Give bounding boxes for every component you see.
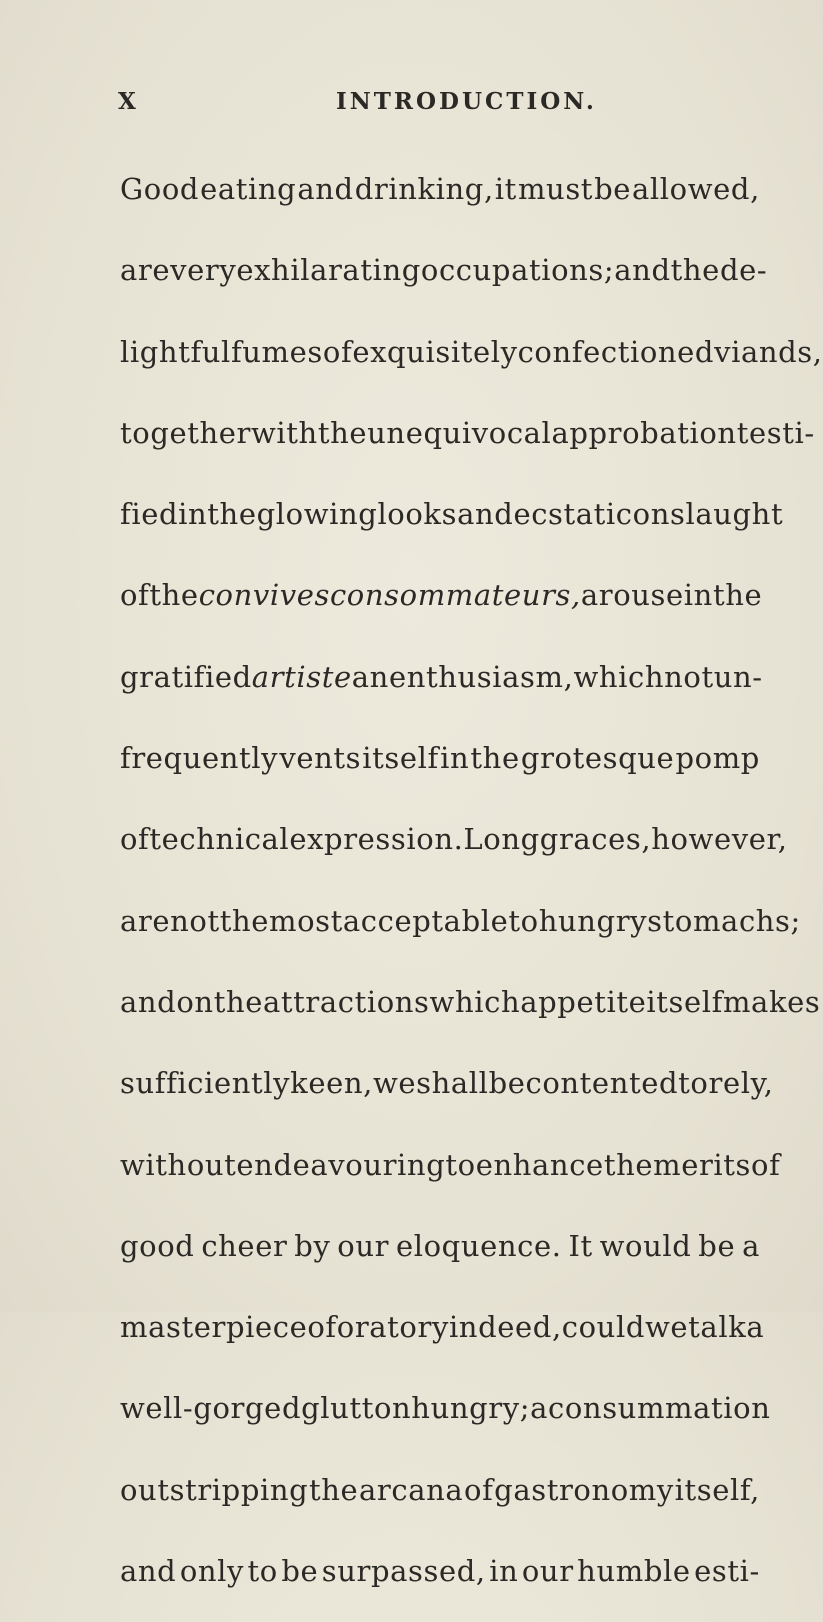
word: glowing bbox=[256, 497, 378, 532]
word: most bbox=[269, 903, 343, 938]
text-line bbox=[120, 728, 760, 809]
text-line bbox=[120, 1541, 760, 1622]
word: It bbox=[568, 1228, 593, 1263]
word: the bbox=[309, 1472, 359, 1507]
word: of bbox=[751, 1147, 781, 1182]
word: cheer bbox=[201, 1228, 288, 1263]
word: exquisitely bbox=[352, 334, 518, 369]
word: merits bbox=[653, 1147, 752, 1182]
word: shall bbox=[416, 1066, 489, 1101]
word: humble bbox=[577, 1554, 691, 1589]
word: and bbox=[457, 497, 514, 532]
word: the bbox=[670, 253, 720, 288]
word: sufficiently bbox=[120, 1066, 291, 1101]
word: eating bbox=[200, 172, 297, 206]
text-line bbox=[120, 484, 784, 565]
word: and bbox=[297, 172, 354, 206]
text-line bbox=[120, 1216, 760, 1297]
word: in bbox=[440, 741, 470, 776]
word: must bbox=[517, 172, 594, 206]
word: however, bbox=[651, 822, 788, 857]
text-line bbox=[120, 1053, 774, 1134]
word: without bbox=[120, 1147, 237, 1182]
word: testi- bbox=[736, 415, 815, 450]
word: our bbox=[521, 1554, 574, 1589]
text-line bbox=[120, 1135, 781, 1216]
word: contented bbox=[525, 1066, 679, 1101]
word: the bbox=[149, 578, 199, 613]
word: we bbox=[644, 1310, 689, 1345]
word: it bbox=[494, 172, 517, 206]
word: itself, bbox=[674, 1472, 760, 1507]
page-number: X bbox=[118, 88, 137, 115]
word: pomp bbox=[675, 741, 760, 776]
word: an bbox=[351, 659, 389, 694]
word: un- bbox=[713, 659, 763, 694]
word: esti- bbox=[694, 1554, 760, 1589]
word: oratory bbox=[336, 1310, 449, 1345]
word: attractions bbox=[262, 984, 430, 1019]
word: only bbox=[179, 1554, 245, 1589]
text-line bbox=[120, 972, 821, 1053]
word: viands, bbox=[714, 334, 823, 369]
text-line bbox=[120, 322, 823, 403]
italic-term: artiste bbox=[251, 659, 352, 694]
word: be bbox=[281, 1554, 319, 1589]
word: be bbox=[594, 172, 632, 206]
word: the bbox=[603, 1147, 654, 1182]
word: itself bbox=[362, 741, 439, 776]
word: the bbox=[207, 497, 257, 532]
word: on bbox=[176, 984, 214, 1019]
word: not bbox=[664, 659, 714, 694]
word: masterpiece bbox=[120, 1310, 308, 1345]
word: good bbox=[120, 1228, 195, 1263]
word: arouse bbox=[580, 578, 684, 613]
word: the bbox=[219, 903, 270, 938]
text-line bbox=[120, 159, 760, 240]
word: keen, bbox=[290, 1066, 373, 1101]
word: fied bbox=[120, 497, 179, 532]
word: with bbox=[251, 415, 318, 450]
word: approbation bbox=[551, 415, 737, 450]
word: ecstatic bbox=[513, 497, 633, 532]
word: onslaught bbox=[632, 497, 784, 532]
text-line bbox=[120, 240, 768, 321]
word: be bbox=[698, 1228, 736, 1263]
word: our bbox=[337, 1228, 390, 1263]
word: unequivocal bbox=[367, 415, 552, 450]
word: together bbox=[120, 415, 251, 450]
word: of bbox=[120, 822, 150, 857]
word: allowed, bbox=[632, 172, 760, 206]
word: in bbox=[489, 1554, 519, 1589]
word: by bbox=[294, 1228, 331, 1263]
text-line bbox=[120, 565, 763, 646]
word: indeed, bbox=[448, 1310, 562, 1345]
word: makes bbox=[722, 984, 821, 1019]
word: of bbox=[120, 578, 150, 613]
running-head bbox=[118, 88, 698, 120]
word: a bbox=[530, 1391, 549, 1426]
word: frequently bbox=[120, 741, 279, 776]
word: occupations; bbox=[420, 253, 615, 288]
word: we bbox=[372, 1066, 417, 1101]
word: Long bbox=[463, 822, 540, 857]
italic-term: convives bbox=[198, 578, 330, 613]
word: to bbox=[445, 1147, 476, 1182]
word: are bbox=[120, 253, 171, 288]
page-title: INTRODUCTION. bbox=[336, 88, 597, 115]
word: could bbox=[561, 1310, 645, 1345]
word: enhance bbox=[475, 1147, 604, 1182]
word: and bbox=[120, 1554, 177, 1589]
word: grotesque bbox=[520, 741, 675, 776]
word: rely, bbox=[708, 1066, 774, 1101]
word: in bbox=[178, 497, 208, 532]
word: are bbox=[120, 903, 171, 938]
text-line bbox=[120, 809, 788, 890]
word: to bbox=[678, 1066, 709, 1101]
word: enthusiasm, bbox=[388, 659, 574, 694]
word: appetite bbox=[520, 984, 647, 1019]
word: acceptable bbox=[342, 903, 509, 938]
word: in bbox=[683, 578, 713, 613]
text-line bbox=[120, 647, 763, 728]
word: itself bbox=[646, 984, 723, 1019]
word: hungry bbox=[411, 1391, 520, 1426]
word: glutton bbox=[301, 1391, 412, 1426]
word: be bbox=[488, 1066, 526, 1101]
word: which bbox=[429, 984, 521, 1019]
word: talk bbox=[688, 1310, 747, 1345]
word: de- bbox=[719, 253, 768, 288]
word: a bbox=[746, 1310, 765, 1345]
word: gratified bbox=[120, 659, 252, 694]
word: vents bbox=[279, 741, 362, 776]
text-line bbox=[120, 1378, 771, 1459]
word: hungry bbox=[538, 903, 648, 938]
word: fumes bbox=[230, 334, 323, 369]
word: eloquence. bbox=[395, 1228, 562, 1263]
word: and bbox=[120, 984, 177, 1019]
word: Good bbox=[120, 172, 200, 206]
italic-term: consommateurs, bbox=[329, 578, 581, 613]
word: surpassed, bbox=[321, 1554, 486, 1589]
word: would bbox=[599, 1228, 692, 1263]
word: of bbox=[307, 1310, 337, 1345]
word: lightful bbox=[120, 334, 231, 369]
word: and bbox=[614, 253, 671, 288]
word: well-gorged bbox=[120, 1391, 302, 1426]
word: confectioned bbox=[517, 334, 715, 369]
word: gastronomy bbox=[494, 1472, 674, 1507]
word: endeavouring bbox=[236, 1147, 446, 1182]
text-line bbox=[120, 403, 815, 484]
text-line bbox=[120, 1460, 760, 1541]
word: expression. bbox=[289, 822, 464, 857]
word: a bbox=[742, 1228, 760, 1263]
word: consummation bbox=[548, 1391, 771, 1426]
word: graces, bbox=[539, 822, 652, 857]
word: stomachs bbox=[647, 903, 791, 938]
word: to bbox=[508, 903, 539, 938]
word: exhilarating bbox=[236, 253, 421, 288]
word: the bbox=[213, 984, 263, 1019]
word: ; bbox=[790, 903, 801, 938]
text-line bbox=[120, 891, 801, 972]
word: the bbox=[712, 578, 763, 613]
word: very bbox=[170, 253, 237, 288]
text-line bbox=[120, 1297, 765, 1378]
word: not bbox=[170, 903, 220, 938]
word: drinking, bbox=[354, 172, 494, 206]
word: of bbox=[464, 1472, 494, 1507]
word: outstripping bbox=[120, 1472, 309, 1507]
word: to bbox=[247, 1554, 278, 1589]
word: looks bbox=[377, 497, 458, 532]
word: technical bbox=[149, 822, 290, 857]
word: arcana bbox=[359, 1472, 464, 1507]
body-text bbox=[120, 159, 823, 1622]
word: of bbox=[322, 334, 353, 369]
word: which bbox=[573, 659, 665, 694]
word: ; bbox=[519, 1391, 531, 1426]
word: the bbox=[317, 415, 368, 450]
word: the bbox=[470, 741, 520, 776]
